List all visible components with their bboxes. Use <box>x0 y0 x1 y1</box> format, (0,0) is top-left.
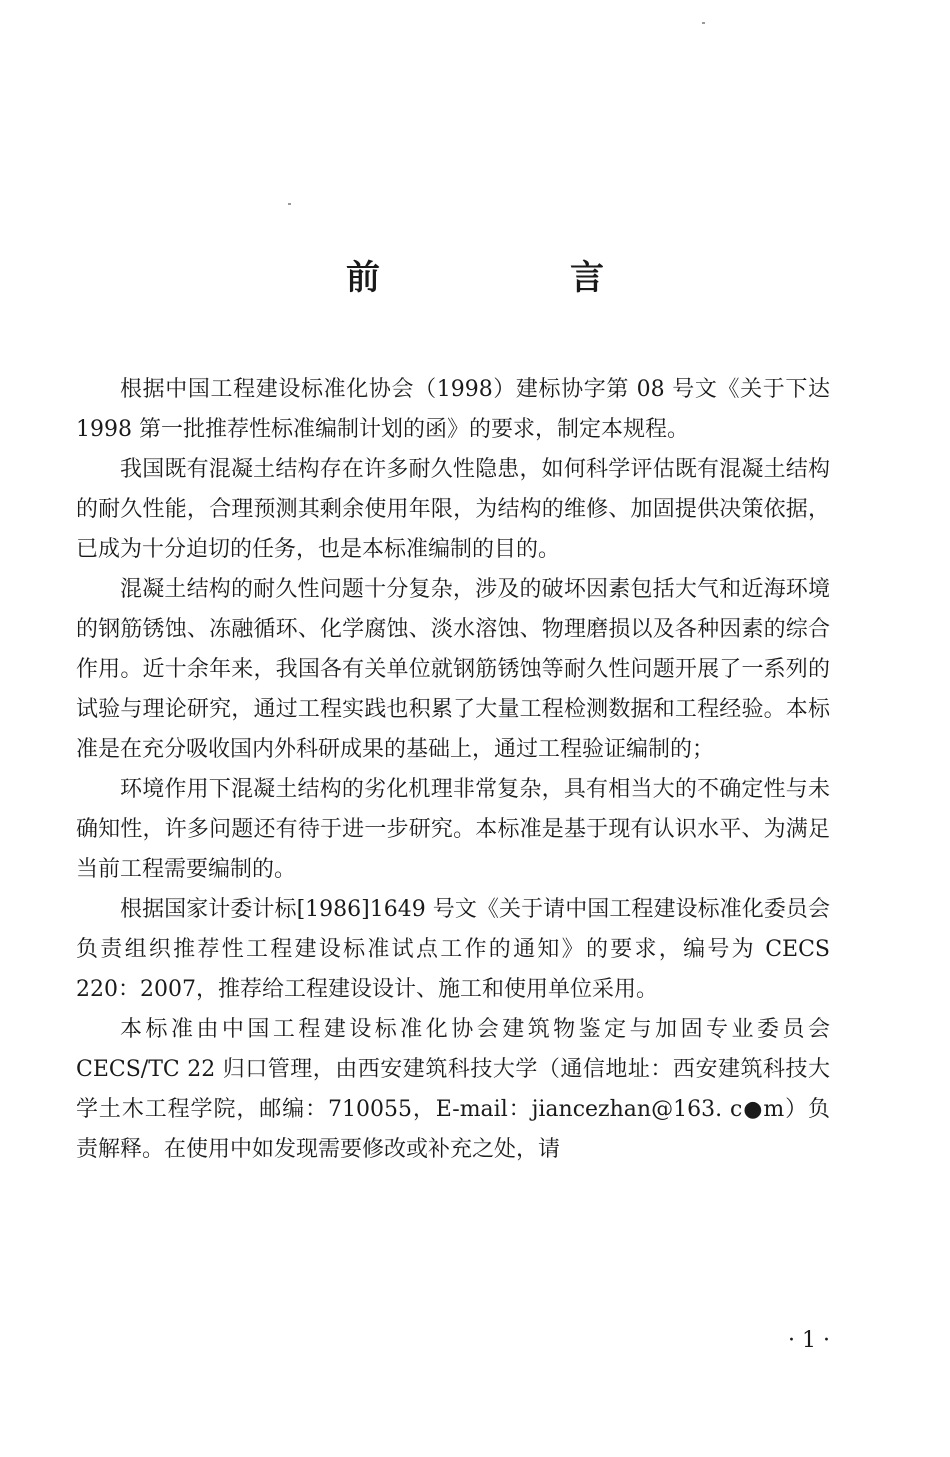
paragraph: 我国既有混凝土结构存在许多耐久性隐患，如何科学评估既有混凝土结构的耐久性能，合理预测其剩余使用年限，为结构的维修、加固提供决策依据，已成为十分迫切的任务，也是本标准编制的目的。 <box>76 457 830 562</box>
paragraph: 混凝土结构的耐久性问题十分复杂，涉及的破坏因素包括大气和近海环境的钢筋锈蚀、冻融循环、化学腐蚀、淡水溶蚀、物理磨损以及各种因素的综合作用。近十余年来，我国各有关单位就钢筋锈蚀等耐久性问题开展了一系列的试验与理论研究，通过工程实践也积累了大量工程检测数据和工程经验。本标准是在充分吸收国内外科研成果的基础上，通过工程验证编制的； <box>76 577 830 762</box>
paragraph: 根据中国工程建设标准化协会（1998）建标协字第 08 号文《关于下达 1998 第一批推荐性标准编制计划的函》的要求，制定本规程。 <box>76 377 830 442</box>
paragraph: 环境作用下混凝土结构的劣化机理非常复杂，具有相当大的不确定性与未确知性，许多问题还有待于进一步研究。本标准是基于现有认识水平、为满足当前工程需要编制的。 <box>76 777 830 882</box>
page-number: · 1 · <box>788 1328 830 1353</box>
scan-speck <box>702 22 705 24</box>
paragraph: 本标准由中国工程建设标准化协会建筑物鉴定与加固专业委员会 CECS/TC 22 归口管理，由西安建筑科技大学（通信地址：西安建筑科技大学土木工程学院，邮编：710055，E-mail：jiancezhan@163. c●m）负责解释。在使用中如发现需要修改或补充之处，请 <box>76 1017 830 1162</box>
scan-speck <box>288 203 291 205</box>
body-text <box>76 370 830 1170</box>
page-title: 前 言 <box>346 258 682 298</box>
paragraph: 根据国家计委计标[1986]1649 号文《关于请中国工程建设标准化委员会负责组织推荐性工程建设标准试点工作的通知》的要求，编号为 CECS 220：2007，推荐给工程建设设计、施工和使用单位采用。 <box>76 897 830 1002</box>
